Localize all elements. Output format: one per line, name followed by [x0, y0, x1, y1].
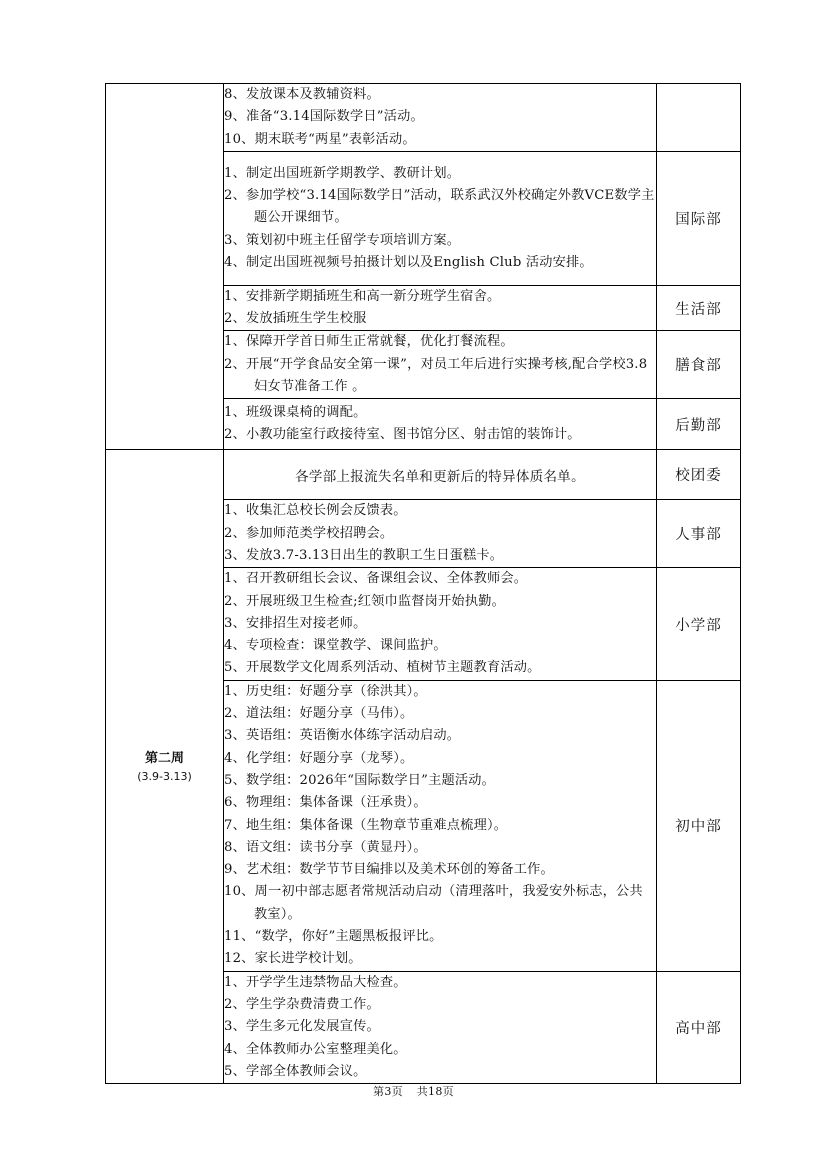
department-cell: 后勤部	[657, 399, 741, 450]
department-cell: 国际部	[657, 151, 741, 285]
page-number: 第3页	[373, 1085, 403, 1098]
list-item: 12、家长进学校计划。	[224, 951, 362, 967]
work-items	[224, 680, 657, 971]
list-item: 1、制定出国班新学期教学、教研计划。	[224, 165, 461, 181]
department-cell: 人事部	[657, 500, 741, 568]
department-cell: 高中部	[657, 971, 741, 1083]
list-item: 4、全体教师办公室整理美化。	[224, 1041, 407, 1057]
list-item: 3、安排招生对接老师。	[224, 615, 367, 631]
list-item: 9、准备“3.14国际数学日”活动。	[224, 109, 424, 125]
list-item: 2、发放插班生学生校服	[224, 311, 367, 327]
work-items	[224, 568, 657, 680]
list-item: 10、期末联考“两星”表彰活动。	[224, 131, 416, 147]
list-item: 2、开展“开学食品安全第一课”，对员工年后进行实操考核,配合学校3.8妇女节准备工作 。	[224, 356, 648, 395]
list-item: 10、周一初中部志愿者常规活动启动（清理落叶，我爱安外标志，公共教室）。	[224, 884, 643, 922]
list-item: 1、收集汇总校长例会反馈表。	[224, 503, 407, 519]
list-item: 6、物理组：集体备课（汪承贵）。	[224, 795, 427, 811]
list-item: 9、艺术组：数学节节目编排以及美术环创的筹备工作。	[224, 862, 554, 878]
week-date-range: (3.9-3.13)	[137, 769, 192, 783]
work-items	[224, 971, 657, 1083]
list-item: 2、小教功能室行政接待室、图书馆分区、射击馆的装饰计。	[224, 427, 581, 443]
list-item: 2、参加学校“3.14国际数学日”活动，联系武汉外校确定外教VCE数学主题公开课细节。	[224, 187, 655, 226]
list-item: 5、学部全体教师会议。	[224, 1063, 367, 1079]
list-item: 2、学生学杂费清费工作。	[224, 996, 380, 1012]
list-item: 1、班级课桌椅的调配。	[224, 405, 367, 421]
work-items	[224, 399, 657, 450]
list-item: 3、英语组：英语衡水体练字活动启动。	[224, 728, 461, 744]
list-item: 1、历史组：好题分享（徐洪其）。	[224, 683, 427, 699]
list-item: 4、制定出国班视频号拍摄计划以及English Club 活动安排。	[224, 254, 593, 270]
list-item: 2、开展班级卫生检查;红领巾监督岗开始执勤。	[224, 593, 505, 609]
list-item: 1、保障开学首日师生正常就餐，优化打餐流程。	[224, 334, 514, 350]
week-cell-blank	[106, 84, 224, 450]
list-item: 7、地生组：集体备课（生物章节重难点梳理）。	[224, 817, 508, 833]
work-items: 各学部上报流失名单和更新后的特异体质名单。	[224, 450, 657, 500]
list-item: 2、道法组：好题分享（马伟）。	[224, 706, 414, 722]
department-cell	[657, 84, 741, 152]
list-item: 1、开学学生违禁物品大检查。	[224, 974, 407, 990]
list-item: 4、专项检查：课堂教学、课间监护。	[224, 638, 447, 654]
list-item: 3、学生多元化发展宣传。	[224, 1019, 380, 1035]
list-item: 2、参加师范类学校招聘会。	[224, 525, 394, 541]
list-item: 3、发放3.7-3.13日出生的教职工生日蛋糕卡。	[224, 547, 504, 563]
weekly-plan-table	[105, 83, 741, 1084]
work-items	[224, 331, 657, 399]
week-title: 第二周	[144, 750, 184, 766]
list-item: 8、语文组：读书分享（黄显丹）。	[224, 839, 427, 855]
list-item: 1、召开教研组长会议、备课组会议、全体教师会。	[224, 571, 528, 587]
list-item: 3、策划初中班主任留学专项培训方案。	[224, 232, 461, 248]
work-items	[224, 84, 657, 152]
page-footer	[0, 1083, 827, 1099]
table-row	[106, 450, 741, 500]
department-cell: 膳食部	[657, 331, 741, 399]
department-cell: 校团委	[657, 450, 741, 500]
table-row	[106, 84, 741, 152]
work-items	[224, 285, 657, 331]
list-item: 8、发放课本及教辅资料。	[224, 87, 380, 102]
department-cell: 初中部	[657, 680, 741, 971]
department-cell: 小学部	[657, 568, 741, 680]
list-item: 5、开展数学文化周系列活动、植树节主题教育活动。	[224, 660, 541, 676]
list-item: 1、安排新学期插班生和高一新分班学生宿舍。	[224, 288, 501, 304]
list-item: 4、化学组：好题分享（龙琴）。	[224, 750, 414, 766]
page-total: 共18页	[416, 1085, 454, 1098]
list-item: 5、数学组：2026年“国际数学日”主题活动。	[224, 772, 496, 788]
department-cell: 生活部	[657, 285, 741, 331]
week-cell	[106, 450, 224, 1084]
work-items	[224, 151, 657, 285]
list-item: 11、“数学，你好”主题黑板报评比。	[224, 929, 443, 945]
work-items	[224, 500, 657, 568]
